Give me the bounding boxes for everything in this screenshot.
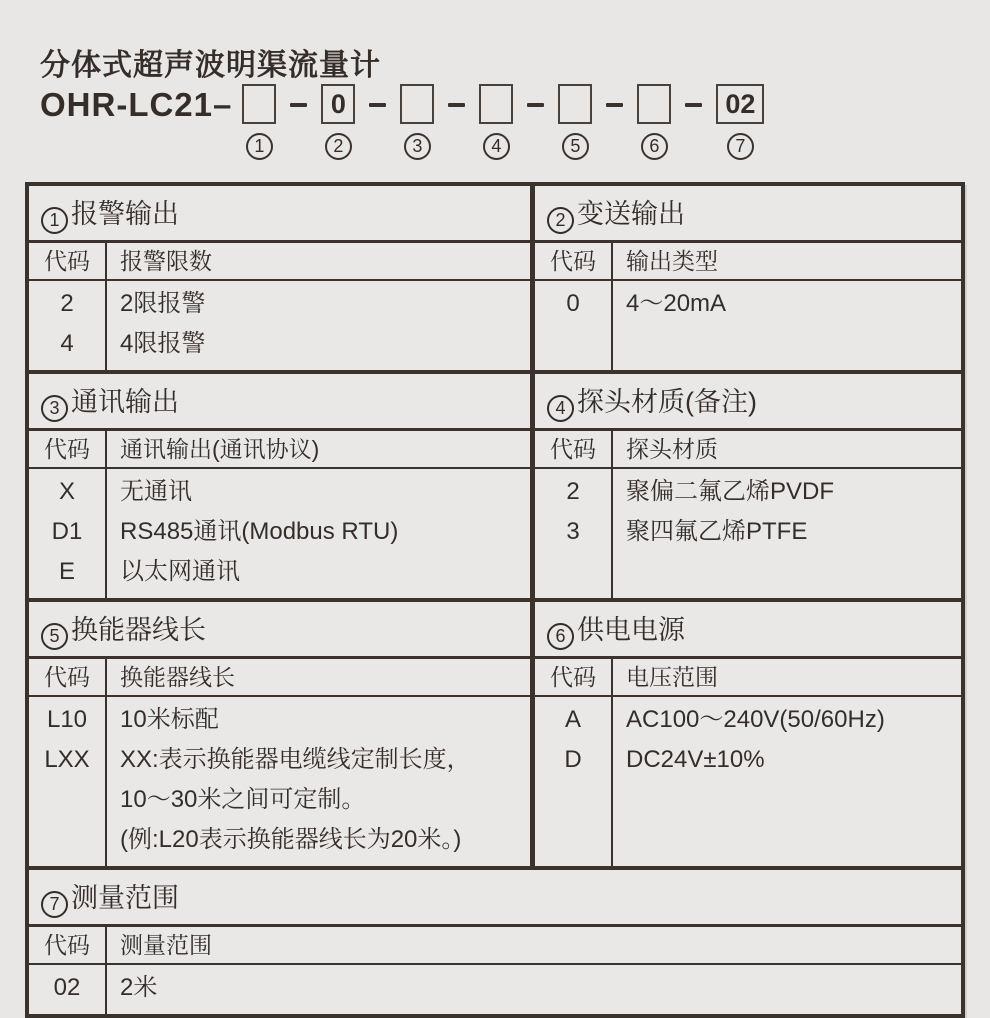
circled-number-icon: 6 bbox=[547, 623, 574, 650]
model-segment-4 bbox=[479, 84, 513, 160]
desc-cell: DC24V±10% bbox=[626, 746, 765, 773]
code-column-header: 代码 bbox=[44, 664, 90, 690]
circled-number-3: 3 bbox=[404, 133, 431, 160]
section-title-text: 变送输出 bbox=[577, 199, 685, 229]
circled-number-icon: 1 bbox=[41, 207, 68, 234]
section-power-supply bbox=[535, 598, 961, 866]
model-segment-7 bbox=[716, 84, 764, 160]
desc-cell: (例:L20表示换能器线长为20米。) bbox=[120, 826, 462, 853]
section-title bbox=[29, 374, 530, 431]
desc-cell: 聚四氟乙烯PTFE bbox=[626, 518, 808, 545]
table-body bbox=[29, 469, 530, 598]
desc-column-header: 电压范围 bbox=[611, 659, 961, 695]
desc-column bbox=[105, 697, 530, 866]
desc-column bbox=[105, 965, 961, 1014]
circled-number-icon: 4 bbox=[547, 395, 574, 422]
model-box-4 bbox=[479, 84, 513, 124]
table-header-row bbox=[535, 659, 961, 697]
table-body bbox=[29, 965, 961, 1014]
section-title-text: 换能器线长 bbox=[71, 615, 206, 645]
code-cell: 02 bbox=[53, 974, 81, 1001]
desc-cell: 以太网通讯 bbox=[120, 558, 240, 585]
model-segment-6 bbox=[637, 84, 671, 160]
section-alarm-output bbox=[29, 186, 535, 370]
section-title-text: 供电电源 bbox=[577, 615, 685, 645]
desc-column-header: 探头材质 bbox=[611, 431, 961, 467]
circled-number-icon: 2 bbox=[547, 207, 574, 234]
section-communication-output bbox=[29, 370, 535, 598]
desc-cell: 无通讯 bbox=[120, 478, 192, 505]
model-segment-2 bbox=[321, 84, 355, 160]
desc-cell: 2限报警 bbox=[120, 290, 206, 317]
spec-table bbox=[25, 182, 965, 1018]
code-cell: A bbox=[564, 706, 581, 733]
circled-number-6: 6 bbox=[641, 133, 668, 160]
section-title bbox=[29, 870, 961, 927]
model-box-6 bbox=[637, 84, 671, 124]
code-column-header: 代码 bbox=[44, 436, 90, 462]
model-box-2: 0 bbox=[321, 84, 355, 124]
desc-column bbox=[105, 469, 530, 598]
code-column bbox=[29, 965, 105, 1014]
model-box-1 bbox=[242, 84, 276, 124]
desc-cell: 10～30米之间可定制。 bbox=[120, 786, 366, 813]
code-column bbox=[535, 281, 611, 370]
code-cell: 0 bbox=[566, 290, 580, 317]
dash-separator bbox=[448, 103, 465, 107]
page-title: 分体式超声波明渠流量计 bbox=[40, 49, 381, 82]
dash-separator bbox=[369, 103, 386, 107]
section-title-text: 测量范围 bbox=[71, 883, 179, 913]
desc-cell: 4～20mA bbox=[626, 290, 727, 317]
circled-number-2: 2 bbox=[325, 133, 352, 160]
model-prefix: OHR-LC21– bbox=[40, 86, 233, 123]
code-column bbox=[535, 697, 611, 866]
desc-cell: 2米 bbox=[120, 974, 158, 1001]
section-transmission-output bbox=[535, 186, 961, 370]
desc-cell: AC100～240V(50/60Hz) bbox=[626, 706, 885, 733]
circled-number-icon: 5 bbox=[41, 623, 68, 650]
table-header-row bbox=[29, 927, 961, 965]
table-header-row bbox=[29, 659, 530, 697]
circled-number-4: 4 bbox=[483, 133, 510, 160]
section-transducer-cable-length bbox=[29, 598, 535, 866]
code-column-header: 代码 bbox=[550, 436, 596, 462]
model-box-5 bbox=[558, 84, 592, 124]
desc-column-header: 测量范围 bbox=[105, 927, 961, 963]
code-cell: D1 bbox=[51, 518, 83, 545]
desc-cell: 4限报警 bbox=[120, 330, 206, 357]
code-cell: 2 bbox=[60, 290, 74, 317]
table-body bbox=[535, 697, 961, 866]
desc-column bbox=[611, 469, 961, 598]
circled-number-icon: 7 bbox=[41, 891, 68, 918]
dash-separator bbox=[606, 103, 623, 107]
table-header-row bbox=[535, 431, 961, 469]
code-cell: D bbox=[564, 746, 582, 773]
code-cell: 3 bbox=[566, 518, 580, 545]
model-code-line bbox=[40, 84, 764, 160]
table-body bbox=[535, 469, 961, 598]
section-title bbox=[535, 186, 961, 243]
circled-number-5: 5 bbox=[562, 133, 589, 160]
code-column-header: 代码 bbox=[550, 664, 596, 690]
desc-cell: RS485通讯(Modbus RTU) bbox=[120, 518, 399, 545]
table-body bbox=[29, 281, 530, 370]
desc-column-header: 输出类型 bbox=[611, 243, 961, 279]
model-segment-3 bbox=[400, 84, 434, 160]
code-cell: E bbox=[58, 558, 75, 585]
code-column bbox=[29, 469, 105, 598]
table-header-row bbox=[29, 243, 530, 281]
code-cell: X bbox=[58, 478, 75, 505]
section-title bbox=[29, 602, 530, 659]
desc-column bbox=[105, 281, 530, 370]
model-segment-5 bbox=[558, 84, 592, 160]
circled-number-7: 7 bbox=[727, 133, 754, 160]
circled-number-icon: 3 bbox=[41, 395, 68, 422]
code-column bbox=[29, 281, 105, 370]
table-body bbox=[535, 281, 961, 370]
section-title-text: 探头材质(备注) bbox=[577, 387, 757, 417]
desc-column bbox=[611, 281, 961, 370]
table-body bbox=[29, 697, 530, 866]
desc-cell: 10米标配 bbox=[120, 706, 219, 733]
table-header-row bbox=[29, 431, 530, 469]
section-title bbox=[535, 374, 961, 431]
dash-separator bbox=[290, 103, 307, 107]
code-column-header: 代码 bbox=[44, 932, 90, 958]
section-title-text: 通讯输出 bbox=[71, 387, 179, 417]
section-title bbox=[535, 602, 961, 659]
section-title bbox=[29, 186, 530, 243]
section-probe-material bbox=[535, 370, 961, 598]
code-cell: 2 bbox=[566, 478, 580, 505]
desc-column bbox=[611, 697, 961, 866]
desc-column-header: 报警限数 bbox=[105, 243, 530, 279]
section-title-text: 报警输出 bbox=[71, 199, 179, 229]
dash-separator bbox=[685, 103, 702, 107]
desc-column-header: 通讯输出(通讯协议) bbox=[105, 431, 530, 467]
model-box-3 bbox=[400, 84, 434, 124]
dash-separator bbox=[527, 103, 544, 107]
circled-number-1: 1 bbox=[246, 133, 273, 160]
code-column-header: 代码 bbox=[44, 248, 90, 274]
model-box-7: 02 bbox=[716, 84, 764, 124]
code-cell: 4 bbox=[60, 330, 74, 357]
desc-cell: 聚偏二氟乙烯PVDF bbox=[626, 478, 835, 505]
desc-column-header: 换能器线长 bbox=[105, 659, 530, 695]
table-header-row bbox=[535, 243, 961, 281]
code-column bbox=[535, 469, 611, 598]
code-column bbox=[29, 697, 105, 866]
code-column-header: 代码 bbox=[550, 248, 596, 274]
model-segment-1 bbox=[242, 84, 276, 160]
code-cell: L10 bbox=[46, 706, 88, 733]
desc-cell: XX:表示换能器电缆线定制长度， bbox=[120, 746, 471, 773]
section-measurement-range bbox=[29, 866, 961, 1014]
code-cell: LXX bbox=[44, 746, 90, 773]
